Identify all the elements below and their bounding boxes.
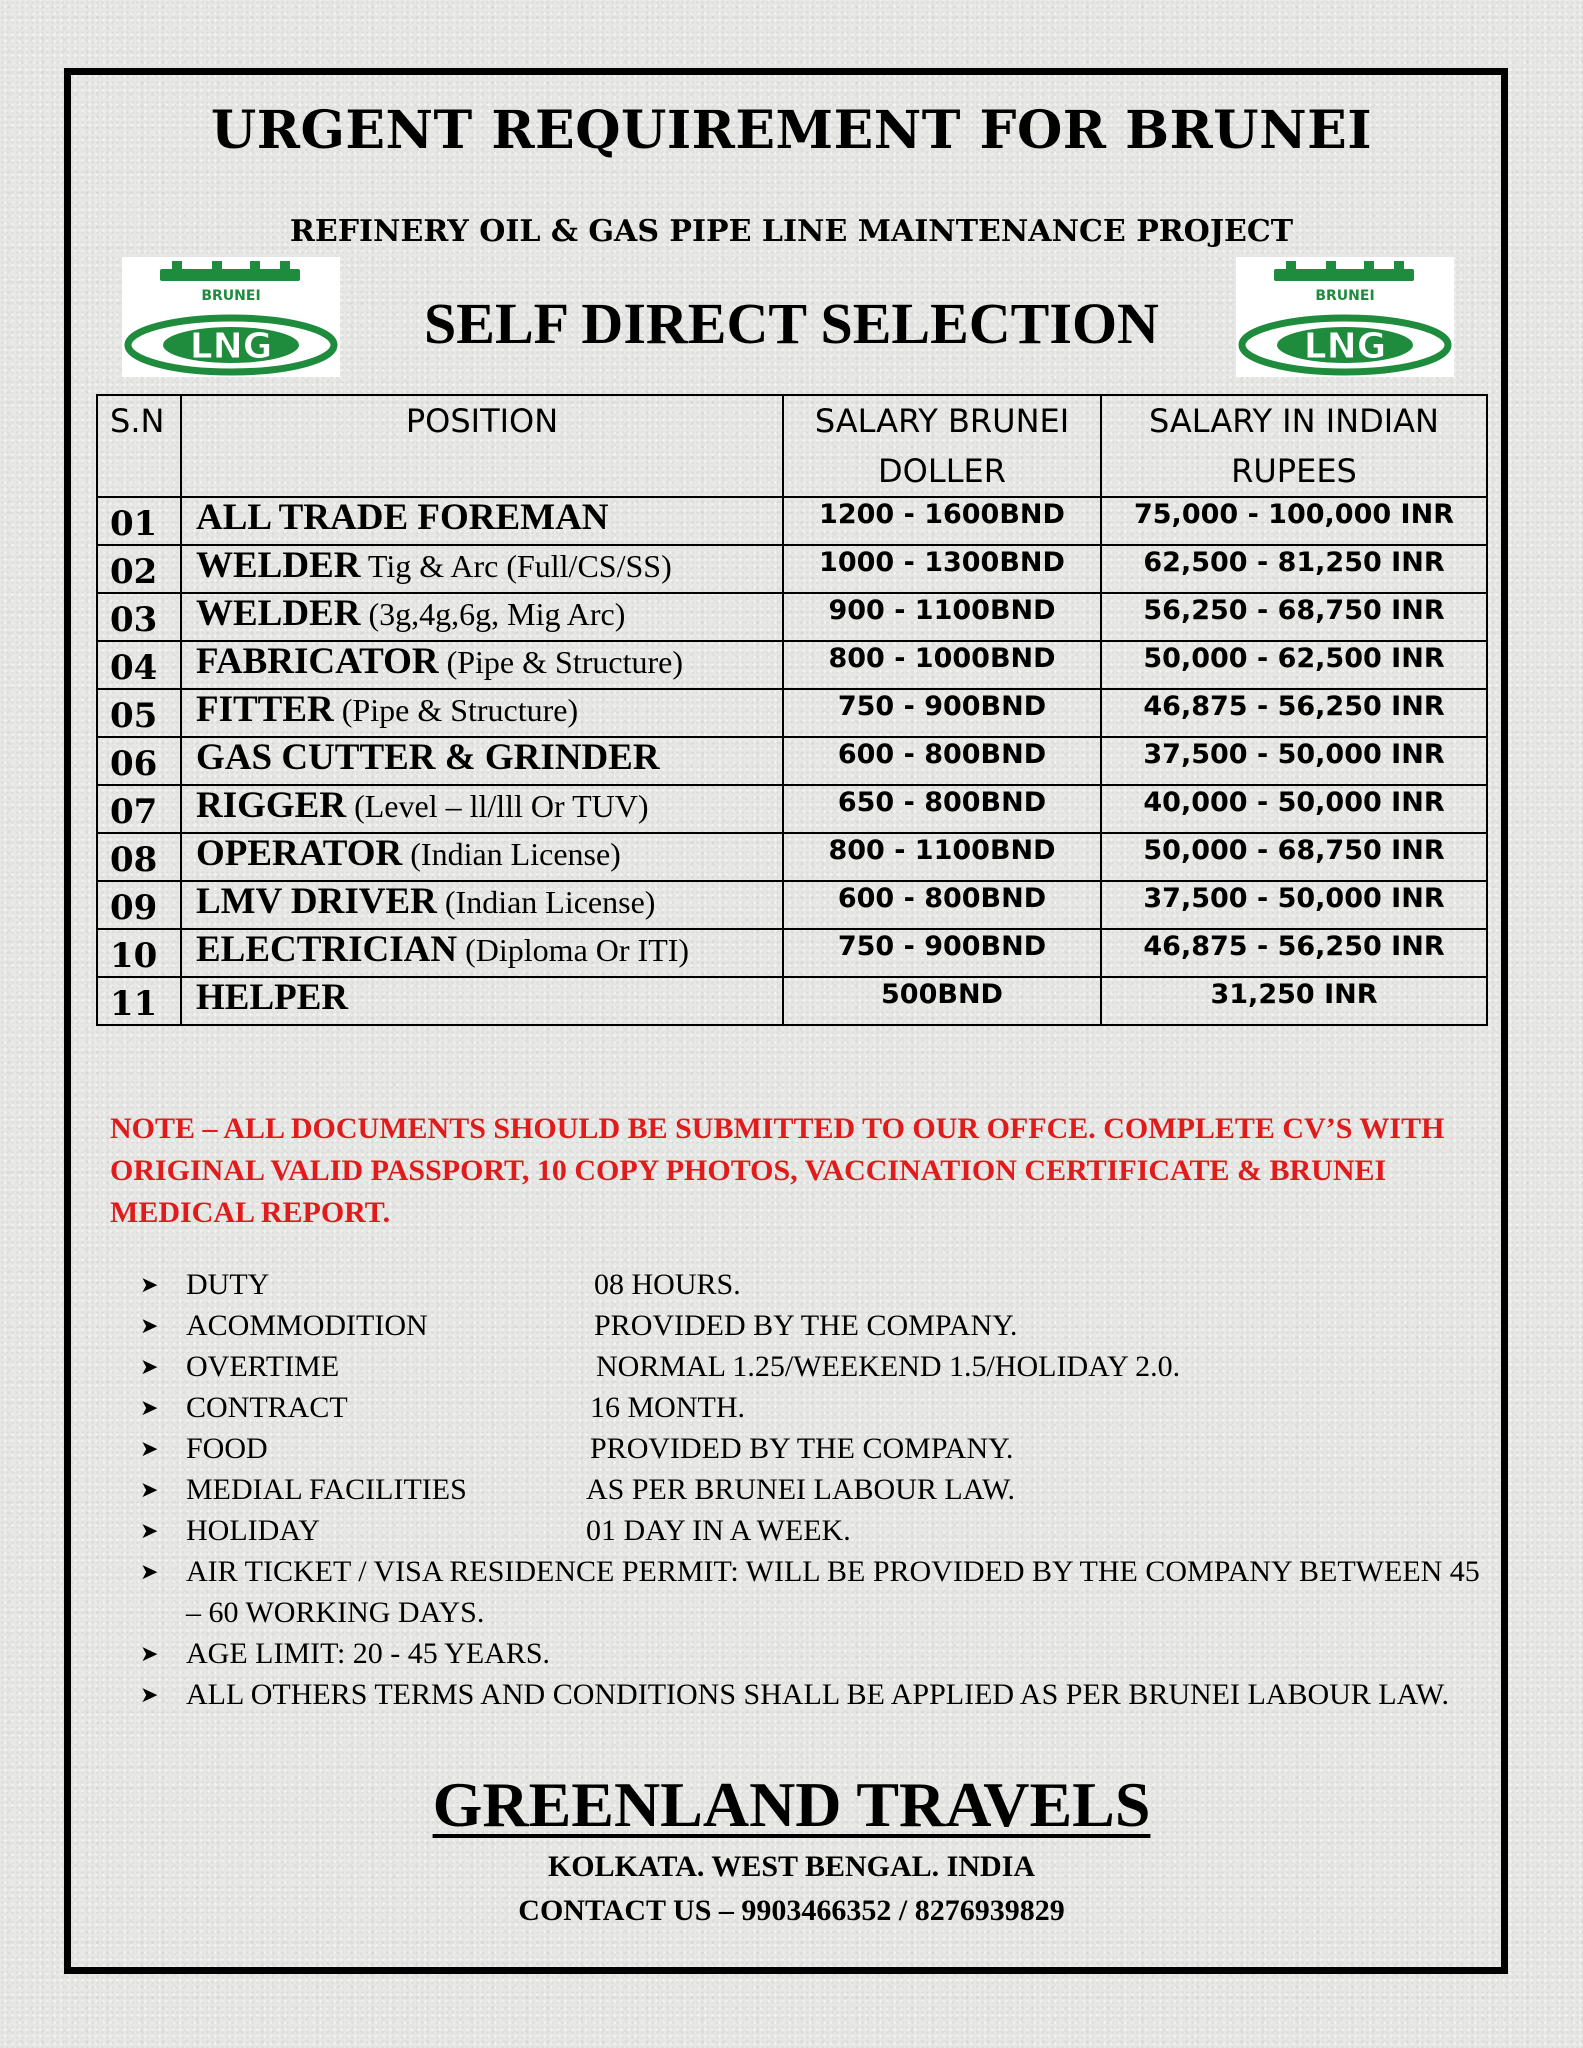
position-detail: (Indian License) bbox=[436, 884, 656, 920]
row-sn: 04 bbox=[97, 641, 181, 689]
company-name-text: GREENLAND TRAVELS bbox=[432, 1769, 1151, 1840]
term-value: NORMAL 1.25/WEEKEND 1.5/HOLIDAY 2.0. bbox=[596, 1350, 1181, 1383]
term-label: MEDIAL FACILITIES bbox=[186, 1473, 467, 1506]
row-sn: 05 bbox=[97, 689, 181, 737]
arrow-bullet-icon: ➤ bbox=[140, 1395, 159, 1420]
term-item bbox=[140, 1551, 1500, 1633]
row-sn: 08 bbox=[97, 833, 181, 881]
table-row bbox=[97, 641, 1487, 689]
arrow-bullet-icon: ➤ bbox=[140, 1682, 159, 1707]
salary-bnd: 750 - 900BND bbox=[783, 929, 1101, 977]
table-row bbox=[97, 833, 1487, 881]
salary-bnd: 500BND bbox=[783, 977, 1101, 1025]
arrow-bullet-icon: ➤ bbox=[140, 1477, 159, 1502]
salary-bnd: 800 - 1000BND bbox=[783, 641, 1101, 689]
salary-bnd: 800 - 1100BND bbox=[783, 833, 1101, 881]
arrow-bullet-icon: ➤ bbox=[140, 1354, 159, 1379]
salary-bnd: 600 - 800BND bbox=[783, 881, 1101, 929]
arrow-bullet-icon: ➤ bbox=[140, 1313, 159, 1338]
term-value: AS PER BRUNEI LABOUR LAW. bbox=[586, 1473, 1016, 1506]
term-item bbox=[140, 1428, 1500, 1469]
arrow-bullet-icon: ➤ bbox=[140, 1436, 159, 1461]
position-title: FITTER bbox=[196, 689, 334, 730]
row-position bbox=[181, 929, 783, 977]
position-title: ALL TRADE FOREMAN bbox=[196, 497, 609, 538]
position-title: WELDER bbox=[196, 593, 361, 634]
row-sn: 10 bbox=[97, 929, 181, 977]
term-label: HOLIDAY bbox=[186, 1514, 320, 1547]
table-row bbox=[97, 785, 1487, 833]
term-label: ACOMMODITION bbox=[186, 1309, 428, 1342]
page-title: URGENT REQUIREMENT FOR BRUNEI bbox=[210, 100, 1373, 161]
salary-inr: 31,250 INR bbox=[1101, 977, 1487, 1025]
position-title: LMV DRIVER bbox=[196, 881, 437, 922]
position-title: WELDER bbox=[196, 545, 361, 586]
salary-bnd: 750 - 900BND bbox=[783, 689, 1101, 737]
row-position bbox=[181, 689, 783, 737]
position-detail: (3g,4g,6g, Mig Arc) bbox=[360, 596, 626, 632]
position-title: FABRICATOR bbox=[196, 641, 439, 682]
salary-inr: 37,500 - 50,000 INR bbox=[1101, 881, 1487, 929]
salary-bnd: 600 - 800BND bbox=[783, 737, 1101, 785]
term-value: PROVIDED BY THE COMPANY. bbox=[594, 1309, 1018, 1342]
salary-bnd: 1000 - 1300BND bbox=[783, 545, 1101, 593]
header-salary-bnd: SALARY BRUNEI DOLLER bbox=[783, 395, 1101, 497]
salary-inr: 46,875 - 56,250 INR bbox=[1101, 689, 1487, 737]
table-row bbox=[97, 737, 1487, 785]
positions-table bbox=[96, 394, 1488, 1026]
term-item bbox=[140, 1264, 1500, 1305]
logo-lng-text: LNG bbox=[1303, 326, 1387, 367]
position-title: HELPER bbox=[196, 977, 349, 1018]
position-detail: (Pipe & Structure) bbox=[333, 692, 579, 728]
row-sn: 01 bbox=[97, 497, 181, 545]
term-value: 01 DAY IN A WEEK. bbox=[586, 1514, 851, 1547]
position-title: GAS CUTTER & GRINDER bbox=[196, 737, 660, 778]
term-item bbox=[140, 1510, 1500, 1551]
note-text: NOTE – ALL DOCUMENTS SHOULD BE SUBMITTED TO OUR OFFCE. COMPLETE CV’S WITH ORIGINAL VALID PASSPORT, 10 COPY PHOTOS, VACCINATION CERTIFICATE & BRUNEI MEDICAL REPORT. bbox=[110, 1112, 1445, 1229]
term-label: DUTY bbox=[186, 1268, 270, 1301]
logo-brunei-text: BRUNEI bbox=[201, 288, 261, 304]
table-row bbox=[97, 689, 1487, 737]
arrow-bullet-icon: ➤ bbox=[140, 1272, 159, 1297]
terms-list bbox=[140, 1264, 1500, 1715]
table-row bbox=[97, 545, 1487, 593]
position-detail: (Level – ll/lll Or TUV) bbox=[346, 788, 649, 824]
row-position bbox=[181, 737, 783, 785]
position-detail: (Diploma Or ITI) bbox=[457, 932, 690, 968]
salary-inr: 50,000 - 62,500 INR bbox=[1101, 641, 1487, 689]
row-sn: 09 bbox=[97, 881, 181, 929]
term-item bbox=[140, 1346, 1500, 1387]
salary-bnd: 900 - 1100BND bbox=[783, 593, 1101, 641]
row-position bbox=[181, 593, 783, 641]
salary-bnd: 1200 - 1600BND bbox=[783, 497, 1101, 545]
term-item bbox=[140, 1469, 1500, 1510]
term-label: AIR TICKET / VISA RESIDENCE PERMIT: WILL BE PROVIDED BY THE COMPANY BETWEEN 45 – 60 WORKING DAYS. bbox=[186, 1555, 1480, 1629]
row-sn: 03 bbox=[97, 593, 181, 641]
term-item bbox=[140, 1674, 1500, 1715]
row-position bbox=[181, 833, 783, 881]
term-label: AGE LIMIT: 20 - 45 YEARS. bbox=[186, 1637, 551, 1670]
table-row bbox=[97, 497, 1487, 545]
contact-numbers: CONTACT US – 9903466352 / 8276939829 bbox=[518, 1894, 1065, 1927]
row-position bbox=[181, 881, 783, 929]
position-title: RIGGER bbox=[196, 785, 347, 826]
term-value: 16 MONTH. bbox=[590, 1391, 745, 1424]
row-sn: 02 bbox=[97, 545, 181, 593]
position-detail: Tig & Arc (Full/CS/SS) bbox=[360, 548, 672, 584]
row-position bbox=[181, 497, 783, 545]
arrow-bullet-icon: ➤ bbox=[140, 1559, 159, 1584]
row-position bbox=[181, 545, 783, 593]
arrow-bullet-icon: ➤ bbox=[140, 1641, 159, 1666]
salary-inr: 50,000 - 68,750 INR bbox=[1101, 833, 1487, 881]
company-name bbox=[0, 1768, 1583, 1842]
position-title: ELECTRICIAN bbox=[196, 929, 458, 970]
term-value: PROVIDED BY THE COMPANY. bbox=[590, 1432, 1014, 1465]
project-subtitle: REFINERY OIL & GAS PIPE LINE MAINTENANCE PROJECT bbox=[289, 214, 1294, 249]
term-value: 08 HOURS. bbox=[594, 1268, 741, 1301]
row-sn: 11 bbox=[97, 977, 181, 1025]
row-position bbox=[181, 641, 783, 689]
term-label: OVERTIME bbox=[186, 1350, 340, 1383]
salary-inr: 37,500 - 50,000 INR bbox=[1101, 737, 1487, 785]
term-item bbox=[140, 1387, 1500, 1428]
position-title: OPERATOR bbox=[196, 833, 403, 874]
table-row bbox=[97, 929, 1487, 977]
logo-brunei-text: BRUNEI bbox=[1315, 288, 1375, 304]
logo-lng-text: LNG bbox=[189, 326, 273, 367]
position-detail: (Indian License) bbox=[402, 836, 621, 872]
row-sn: 07 bbox=[97, 785, 181, 833]
term-item bbox=[140, 1305, 1500, 1346]
table-row bbox=[97, 881, 1487, 929]
header-position: POSITION bbox=[181, 395, 783, 497]
row-position bbox=[181, 785, 783, 833]
salary-inr: 62,500 - 81,250 INR bbox=[1101, 545, 1487, 593]
table-header-row bbox=[97, 395, 1487, 497]
position-detail: (Pipe & Structure) bbox=[438, 644, 683, 680]
row-sn: 06 bbox=[97, 737, 181, 785]
salary-bnd: 650 - 800BND bbox=[783, 785, 1101, 833]
brunei-lng-logo-right bbox=[1236, 257, 1454, 377]
term-label: CONTRACT bbox=[186, 1391, 348, 1424]
header-sn: S.N bbox=[97, 395, 181, 497]
selection-heading: SELF DIRECT SELECTION bbox=[424, 291, 1159, 356]
salary-inr: 40,000 - 50,000 INR bbox=[1101, 785, 1487, 833]
table-row bbox=[97, 977, 1487, 1025]
salary-inr: 46,875 - 56,250 INR bbox=[1101, 929, 1487, 977]
arrow-bullet-icon: ➤ bbox=[140, 1518, 159, 1543]
term-label: ALL OTHERS TERMS AND CONDITIONS SHALL BE APPLIED AS PER BRUNEI LABOUR LAW. bbox=[186, 1678, 1449, 1711]
company-location: KOLKATA. WEST BENGAL. INDIA bbox=[547, 1850, 1036, 1883]
header-salary-inr: SALARY IN INDIAN RUPEES bbox=[1101, 395, 1487, 497]
salary-inr: 56,250 - 68,750 INR bbox=[1101, 593, 1487, 641]
term-label: FOOD bbox=[186, 1432, 268, 1465]
term-item bbox=[140, 1633, 1500, 1674]
row-position bbox=[181, 977, 783, 1025]
table-row bbox=[97, 593, 1487, 641]
salary-inr: 75,000 - 100,000 INR bbox=[1101, 497, 1487, 545]
